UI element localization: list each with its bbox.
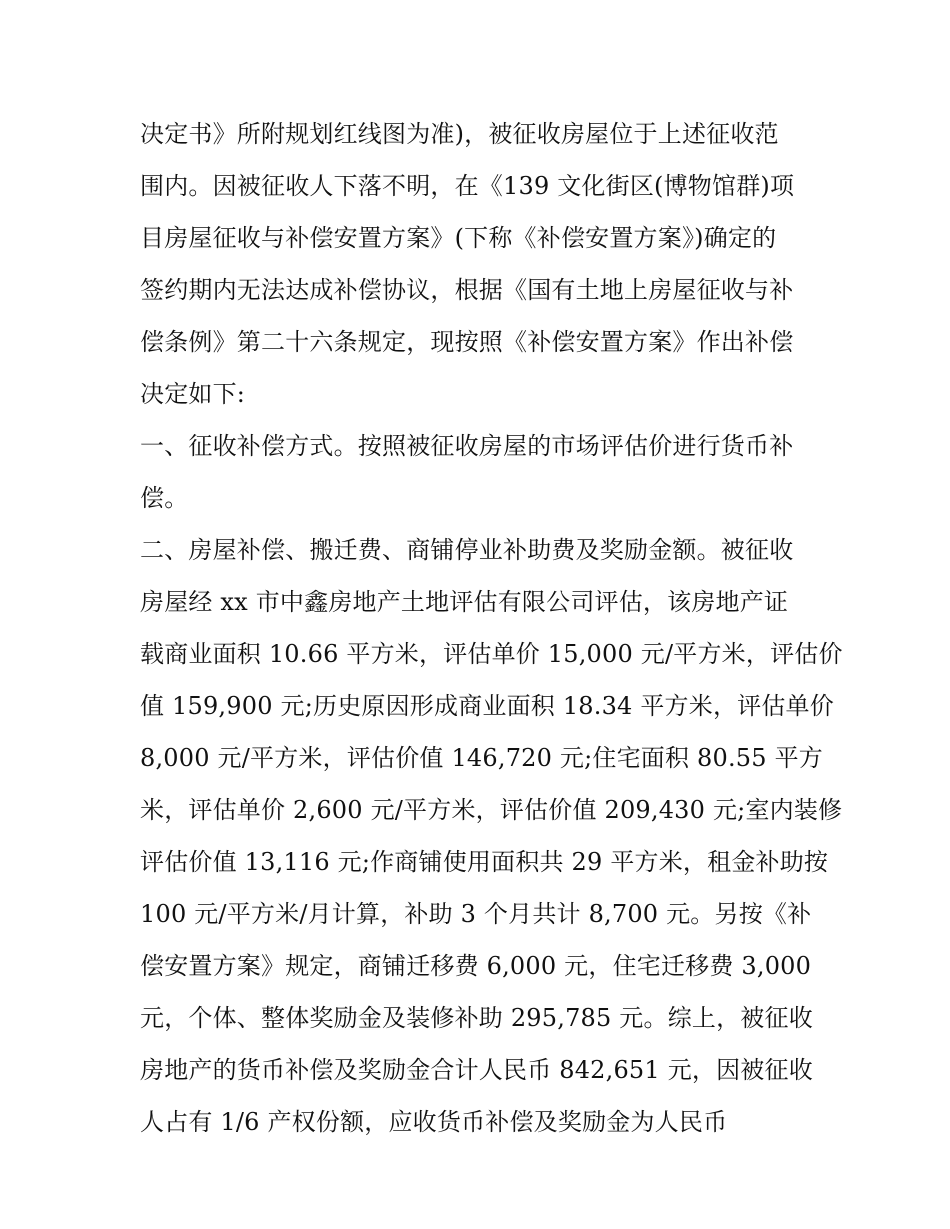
text-line: 决定如下: bbox=[140, 380, 246, 408]
text-line: 一、征收补偿方式。按照被征收房屋的市场评估价进行货币补 bbox=[140, 432, 794, 460]
text-line: 房屋经 xx 市中鑫房地产土地评估有限公司评估，该房地产证 bbox=[140, 588, 789, 616]
text-line: 元，个体、整体奖励金及装修补助 295,785 元。综上，被征收 bbox=[140, 1004, 813, 1032]
text-line: 二、房屋补偿、搬迁费、商铺停业补助费及奖励金额。被征收 bbox=[140, 536, 794, 564]
text-line: 评估价值 13,116 元;作商铺使用面积共 29 平方米，租金补助按 bbox=[140, 848, 829, 876]
text-line: 米，评估单价 2,600 元/平方米，评估价值 209,430 元;室内装修 bbox=[140, 796, 843, 824]
text-line: 偿条例》第二十六条规定，现按照《补偿安置方案》作出补偿 bbox=[140, 328, 794, 356]
text-line: 围内。因被征收人下落不明，在《139 文化街区(博物馆群)项 bbox=[140, 172, 795, 200]
text-line: 偿安置方案》规定，商铺迁移费 6,000 元，住宅迁移费 3,000 bbox=[140, 952, 812, 980]
text-line: 人占有 1/6 产权份额，应收货币补偿及奖励金为人民币 bbox=[140, 1108, 728, 1136]
body-text bbox=[140, 108, 843, 1148]
text-line: 100 元/平方米/月计算，补助 3 个月共计 8,700 元。另按《补 bbox=[140, 900, 812, 928]
text-line: 值 159,900 元;历史原因形成商业面积 18.34 平方米，评估单价 bbox=[140, 692, 834, 720]
text-line: 房地产的货币补偿及奖励金合计人民币 842,651 元，因被征收 bbox=[140, 1056, 813, 1084]
text-line: 偿。 bbox=[140, 484, 189, 512]
text-line: 载商业面积 10.66 平方米，评估单价 15,000 元/平方米，评估价 bbox=[140, 640, 843, 668]
text-line: 8,000 元/平方米，评估价值 146,720 元;住宅面积 80.55 平方 bbox=[140, 744, 823, 772]
text-line: 目房屋征收与补偿安置方案》(下称《补偿安置方案》)确定的 bbox=[140, 224, 777, 252]
text-line: 决定书》所附规划红线图为准)，被征收房屋位于上述征收范 bbox=[140, 120, 779, 148]
text-line: 签约期内无法达成补偿协议，根据《国有土地上房屋征收与补 bbox=[140, 276, 794, 304]
